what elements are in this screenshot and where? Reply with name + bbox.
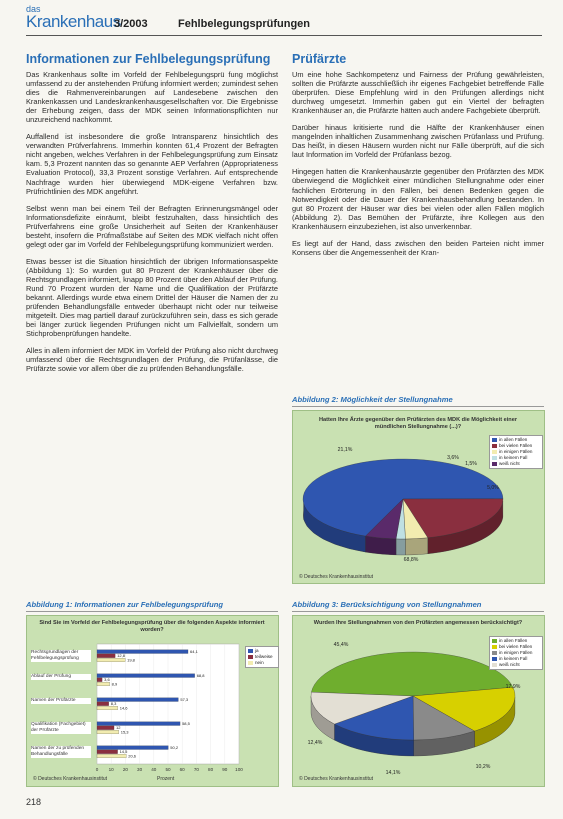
x-tick-label: 30	[137, 767, 143, 772]
legend-label: in allen Fällen	[499, 638, 528, 643]
bar	[97, 726, 114, 730]
pie-value-label: 3,6%	[447, 455, 459, 461]
legend-label: nein	[255, 660, 264, 665]
paragraph: Etwas besser ist die Situation hinsichtlich der übrigen Informationsaspekte (Abbildung 1): So wurden gut 80 Prozent der Krankenhäuser über die Rechtsgrundlagen informiert, knapp 80 Prozent über den Ablauf der Prüfung. Rund 70 Prozent wurden der Name und die Qualifikation der Prüfärzte bekannt. Allerdings wurde etwa einem Drittel der Häuser die Namen der zu prüfenden Behandlungsfälle entweder überhaupt nicht oder nur teilweise mitgeteilt. Dies mag partiell darauf zurückzuführen sein, dass es sich gerade bei länger zurück liegenden Prüfungen nicht um Fallvielfalt, sondern um Stichprobenprüfungen handelte.	[26, 256, 278, 339]
legend-label: in einigen Fällen	[499, 449, 533, 454]
bar	[97, 702, 109, 706]
legend-entry	[492, 461, 540, 467]
y-category-label: Qualifikation (Fachgebiet) der Prüfärzte	[31, 722, 91, 734]
logo-main: Krankenhaus	[26, 12, 121, 31]
bar-value-label: 58,5	[182, 720, 190, 726]
figure-2-source: © Deutsches Krankenhausinstitut	[299, 574, 374, 580]
bar-value-label: 14,5	[119, 749, 128, 755]
paragraph: Alles in allem informiert der MDK im Vorfeld der Prüfung also nicht durchweg umfassend über die Rechtsgrundlagen der Prüfung, die Prüfanlässe, die Prüfärzte sowie vor allem über die zu prüfenden Behandlungsfälle.	[26, 346, 278, 374]
legend-swatch	[492, 456, 497, 460]
legend-swatch	[492, 639, 497, 643]
legend-swatch	[248, 655, 253, 659]
legend-swatch	[248, 661, 253, 665]
pie-value-label: 5,0%	[487, 485, 499, 491]
legend-label: weiß nicht	[499, 662, 520, 667]
bar	[97, 746, 168, 750]
legend-label: teilweise	[255, 654, 273, 659]
paragraph: Um eine hohe Sachkompetenz und Fairness der Prüfung gewährleisten, sollten die Prüfärzte ausschließlich ihr eigenes Fachgebiet betreffende Fälle überprüfen. Diese Empfehlung wird in den Prüfungen allerdings nicht durchweg umgesetzt. Immerhin gaben gut ein Viertel der befragten Krankenhäuser an, die Prüfärzte hätten auch andere Fachgebiete überprüft.	[292, 70, 544, 116]
bar	[97, 730, 119, 734]
legend-label: in keinem Fall	[499, 656, 528, 661]
x-tick-label: 40	[151, 767, 157, 772]
pie-value-label: 12,4%	[307, 740, 323, 746]
x-tick-label: 70	[193, 767, 199, 772]
y-category-label: Namen der zu prüfenden Behandlungsfälle	[31, 746, 91, 758]
figure-3-title: Abbildung 3: Berücksichtigung von Stellungnahmen	[292, 600, 482, 609]
bar-value-label: 68,8	[196, 672, 205, 678]
bar	[97, 650, 188, 654]
pie-slice-side	[366, 536, 396, 555]
pie-value-label: 45,4%	[333, 642, 349, 648]
figure-1-rule	[26, 611, 278, 612]
y-category-label: Ablauf der Prüfung	[31, 674, 91, 680]
pie-value-label: 14,1%	[385, 770, 401, 776]
bar	[97, 674, 195, 678]
bar-value-label: 3,6	[104, 677, 110, 683]
legend-label: in keinem Fall	[499, 455, 528, 460]
figure-2-legend	[489, 435, 543, 469]
pie-slice-side	[396, 539, 405, 555]
left-column	[26, 70, 278, 381]
figure-1-source: © Deutsches Krankenhausinstitut	[33, 776, 108, 782]
figure-2-panel	[292, 410, 545, 584]
figure-1-question: Sind Sie im Vorfeld der Fehlbelegungsprüfung über die folgenden Aspekte informiert worden?	[39, 620, 265, 633]
right-column	[292, 70, 544, 265]
legend-label: in allen Fällen	[499, 437, 528, 442]
bar-value-label: 57,3	[180, 696, 189, 702]
figure-3-panel	[292, 615, 545, 787]
bar	[97, 698, 178, 702]
figure-3-source: © Deutsches Krankenhausinstitut	[299, 776, 374, 782]
x-tick-label: 10	[108, 767, 114, 772]
legend-swatch	[492, 438, 497, 442]
figure-3-question: Wurden Ihre Stellungnahmen von den Prüfärzten angemessen berücksichtigt?	[313, 620, 523, 626]
bar	[97, 654, 115, 658]
bar	[97, 658, 125, 662]
x-tick-label: 90	[222, 767, 228, 772]
paragraph: Das Krankenhaus sollte im Vorfeld der Fehlbelegungsprü fung möglichst umfassend zu der anstehenden Prüfung informiert werden; zumindest sehen dies die Rahmenvereinbarungen auf Landesebene zwischen den Krankenkassen und Landeskrankenhausgesellschaften vor. Die Ergebnisse der Erhebung zeigen, dass der MDK seinen Informationspflichten nur unzureichend nachkommt.	[26, 70, 278, 125]
left-heading: Informationen zur Fehlbelegungsprüfung	[26, 52, 271, 66]
legend-label: weiß nicht	[499, 461, 520, 466]
bar	[97, 754, 126, 758]
bar	[97, 682, 110, 686]
bar-value-label: 12,8	[117, 653, 125, 659]
bar	[97, 722, 180, 726]
bar-value-label: 50,2	[170, 744, 179, 750]
x-tick-label: 0	[95, 767, 99, 772]
figure-1-legend	[245, 646, 279, 668]
y-category-label: Rechtsgrundlagen der Fehlbelegungsprüfung	[31, 650, 91, 662]
bar-value-label: 19,8	[127, 657, 135, 663]
figure-3-rule	[292, 611, 544, 612]
legend-swatch	[492, 450, 497, 454]
legend-swatch	[492, 651, 497, 655]
figure-2-question: Hatten Ihre Ärzte gegenüber den Prüfärzten des MDK die Möglichkeit einer mündlichen Stellungnahme (...)?	[319, 417, 517, 430]
pie-value-label: 17,9%	[505, 684, 521, 690]
legend-swatch	[492, 657, 497, 661]
pie-value-label: 10,2%	[475, 764, 491, 770]
bar	[97, 706, 118, 710]
legend-swatch	[492, 645, 497, 649]
bar-value-label: 20,6	[128, 753, 137, 759]
pie-slice	[311, 652, 513, 696]
pie-value-label: 21,1%	[337, 447, 353, 453]
bar-value-label: 8,3	[110, 701, 117, 707]
header-divider	[26, 35, 542, 36]
figure-2-title: Abbildung 2: Möglichkeit der Stellungnahme	[292, 395, 453, 404]
figure-2-rule	[292, 406, 544, 407]
legend-swatch	[492, 462, 497, 466]
figure-3-legend	[489, 636, 543, 670]
bar	[97, 750, 118, 754]
bar-value-label: 8,9	[111, 681, 118, 687]
right-heading: Prüfärzte	[292, 52, 347, 66]
issue-number: 3/2003	[114, 18, 148, 30]
figure-1-xlabel: Prozent	[157, 776, 175, 782]
figure-1-panel	[26, 615, 279, 787]
paragraph: Auffallend ist insbesondere die große Intransparenz hinsichtlich des verwandten Prüfverfahrens. Immerhin konnten 61,4 Prozent der Befragten nicht angeben, welches Verfahren in der Fehlbelegungsprüfung zum Einsatz kam. 5,3 Prozent nannten das so genannte AEP Verfahren (Appropriateness Evaluation Protocol), 33,3 Prozent sonstige Verfahren. Auf entsprechende Nachfrage wurden hier überwiegend MDK-eigene Verfahren bzw. Prüfrichtlinien des MDK angeführt.	[26, 132, 278, 196]
legend-swatch	[492, 663, 497, 667]
paragraph: Selbst wenn man bei einem Teil der Befragten Erinnerungsmängel oder Informationsdefizite einräumt, bleibt festzuhalten, dass hinsichtlich des Prüfverfahrens eine große Unsicherheit auf Seiten der Krankenhäuser besteht, insofern die Prüfmaßstäbe auf Seiten des MDK vielfach nicht offen gelegt oder gar im Vorfeld der Fehlbelegungsprüfung kommuniziert werden.	[26, 203, 278, 249]
page-number: 218	[26, 797, 42, 807]
header	[26, 4, 546, 34]
figure-1-title: Abbildung 1: Informationen zur Fehlbelegungsprüfung	[26, 600, 223, 609]
logo-small: das	[26, 4, 41, 14]
pie-value-label: 68,8%	[403, 557, 419, 563]
x-tick-label: 100	[235, 767, 243, 772]
paragraph: Hingegen hatten die Krankenhausärzte gegenüber den Prüfärzten des MDK überwiegend die Möglichkeit einer mündlichen Stellungnahme oder einer fachlichen Erörterung in den Fällen, bei denen Bedenken gegen die Notwendigkeit oder die Dauer der Krankenhausbehandlung bestanden. In gut 80 Prozent der Häuser war dies bei vielen oder allen Fällen möglich (Abbildung 2). Das Bemühen der Prüfärzte, ihre Kollegen aus den Krankenhäusern einzubeziehen, ist also unverkennbar.	[292, 167, 544, 231]
legend-label: bei vielen Fällen	[499, 443, 533, 448]
legend-label: bei vielen Fällen	[499, 644, 533, 649]
bar-value-label: 14,6	[119, 705, 128, 711]
x-tick-label: 50	[165, 767, 171, 772]
legend-entry	[492, 662, 540, 668]
bar-value-label: 15,3	[120, 729, 129, 735]
x-tick-label: 20	[122, 767, 128, 772]
legend-label: in einigen Fällen	[499, 650, 533, 655]
section-title: Fehlbelegungsprüfungen	[178, 18, 310, 30]
pie-slice-side	[405, 538, 427, 555]
bar-value-label: 64,1	[190, 648, 198, 654]
y-category-label: Namen der Prüfärzte	[31, 698, 91, 704]
legend-swatch	[248, 649, 253, 653]
paragraph: Darüber hinaus kritisierte rund die Hälfte der Krankenhäuser einen mangelnden inhaltlichen Zusammenhang zwischen Prüfanlass und Prüfung. Das heißt, in diesen Häusern wurden nicht nur Fälle überprüft, auf die sich laut Information im Vorfeld der Prüfanlass bezog.	[292, 123, 544, 160]
legend-label: ja	[255, 648, 259, 653]
legend-swatch	[492, 444, 497, 448]
x-tick-label: 80	[208, 767, 214, 772]
paragraph: Es liegt auf der Hand, dass zwischen den beiden Parteien nicht immer Konsens über die Angemessenheit der Kran-	[292, 238, 544, 257]
x-tick-label: 60	[179, 767, 185, 772]
bar-value-label: 12	[116, 725, 121, 731]
legend-entry	[248, 660, 276, 666]
bar	[97, 678, 102, 682]
pie-value-label: 1,5%	[465, 461, 477, 467]
